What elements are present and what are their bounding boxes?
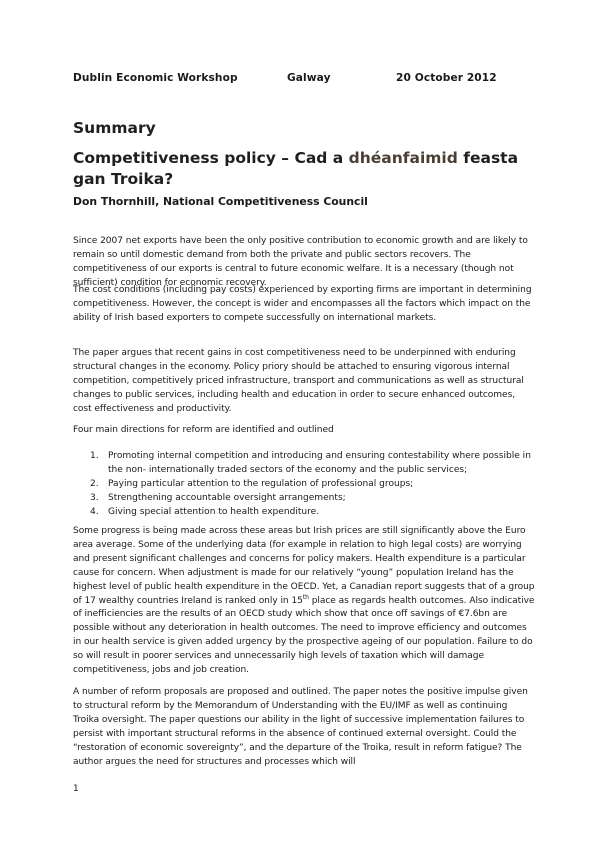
- list-item-text: Promoting internal competition and introducing and ensuring contestability where possible in the non- internationally traded sectors of the economy and the public services;: [108, 451, 531, 475]
- section-heading-summary: Summary: [73, 119, 156, 137]
- ordinal-suffix: th: [302, 593, 309, 601]
- list-item: [90, 506, 535, 520]
- list-item-text: Paying particular attention to the regulation of professional groups;: [108, 478, 414, 489]
- paragraph-cost-conditions: The cost conditions (including pay costs) experienced by exporting firms are important in determining competitiveness. However, the concept is wider and encompasses all the factors which impact on the ability of Irish based exporters to compete successfully on international markets.: [73, 285, 532, 323]
- paragraph-progress-text-b: place as regards health outcomes. Also indicative of inefficiencies are the results of an OECD study which show that once off savings of €7.6bn are possible without any deterioration in health outcomes. The need to improve efficiency and outcomes in our health service is given added urgency by the prospective ageing of our population. Failure to do so will result in poorer services and unnecessarily high levels of taxation which will damage competitiveness, jobs and job creation.: [73, 595, 535, 676]
- list-item-number: 2.: [90, 478, 99, 489]
- list-item: [90, 492, 535, 506]
- paragraph-reform-proposals: A number of reform proposals are proposed and outlined. The paper notes the positive impulse given to structural reform by the Memorandum of Understanding with the EU/IMF as well as continuing Troika oversight. The paper questions our ability in the light of successive implementation failures to persist with important structural reforms in the absence of continued external oversight. Could the “restoration of economic sovereignty”, and the departure of the Troika, result in reform fatigue? The author argues the need for structures and processes which will: [73, 687, 528, 767]
- list-item-number: 1.: [90, 451, 99, 461]
- reform-directions-list: [90, 450, 535, 520]
- list-item-text: Strengthening accountable oversight arrangements;: [108, 492, 346, 503]
- paragraph-net-exports: Since 2007 net exports have been the only positive contribution to economic growth and are likely to remain so until domestic demand from both the private and public sectors recovers. The competitiveness of our exports is central to future economic welfare. It is a necessary (though not sufficient) condition for economic recovery.: [73, 236, 528, 288]
- title-part-2: feasta gan Troika?: [73, 149, 519, 188]
- header-workshop: Dublin Economic Workshop: [73, 72, 238, 84]
- paper-title: [73, 148, 533, 190]
- paragraph-progress-text-a: Some progress is being made across these areas but Irish prices are still significantly above the Euro area average. Some of the underlying data (for example in relation to high legal costs) are worrying and present significant challenges and concerns for policy makers. Health expenditure is a particular cause for concern. When adjustment is made for our relatively “young” population Ireland has the highest level of public health expenditure in the OECD. Yet, a Canadian report suggests that of a group of 17 wealthy countries Ireland is ranked only in 15: [73, 526, 535, 606]
- header-date: 20 October 2012: [396, 72, 497, 84]
- paragraph-progress-health: [73, 525, 535, 678]
- list-item: [90, 478, 535, 492]
- list-item-text: Giving special attention to health expenditure.: [108, 506, 320, 517]
- title-part-1: Competitiveness policy – Cad a: [73, 149, 349, 167]
- paragraph-structural-changes: The paper argues that recent gains in cost competitiveness need to be underpinned with enduring structural changes in the economy. Policy priory should be attached to ensuring vigorous internal competition, competitively priced infrastructure, transport and communications as well as structural changes to public services, including health and education in order to secure enhanced outcomes, cost effectiveness and productivity.: [73, 348, 524, 414]
- list-item: [90, 450, 535, 478]
- list-item-number: 4.: [90, 506, 99, 517]
- page-number: 1: [73, 784, 79, 794]
- paragraph-four-directions: Four main directions for reform are identified and outlined: [73, 425, 334, 435]
- list-item-number: 3.: [90, 492, 99, 503]
- author-line: Don Thornhill, National Competitiveness Council: [73, 195, 368, 208]
- header-city: Galway: [287, 72, 331, 84]
- title-emphasis: dhéanfaimid: [348, 149, 458, 167]
